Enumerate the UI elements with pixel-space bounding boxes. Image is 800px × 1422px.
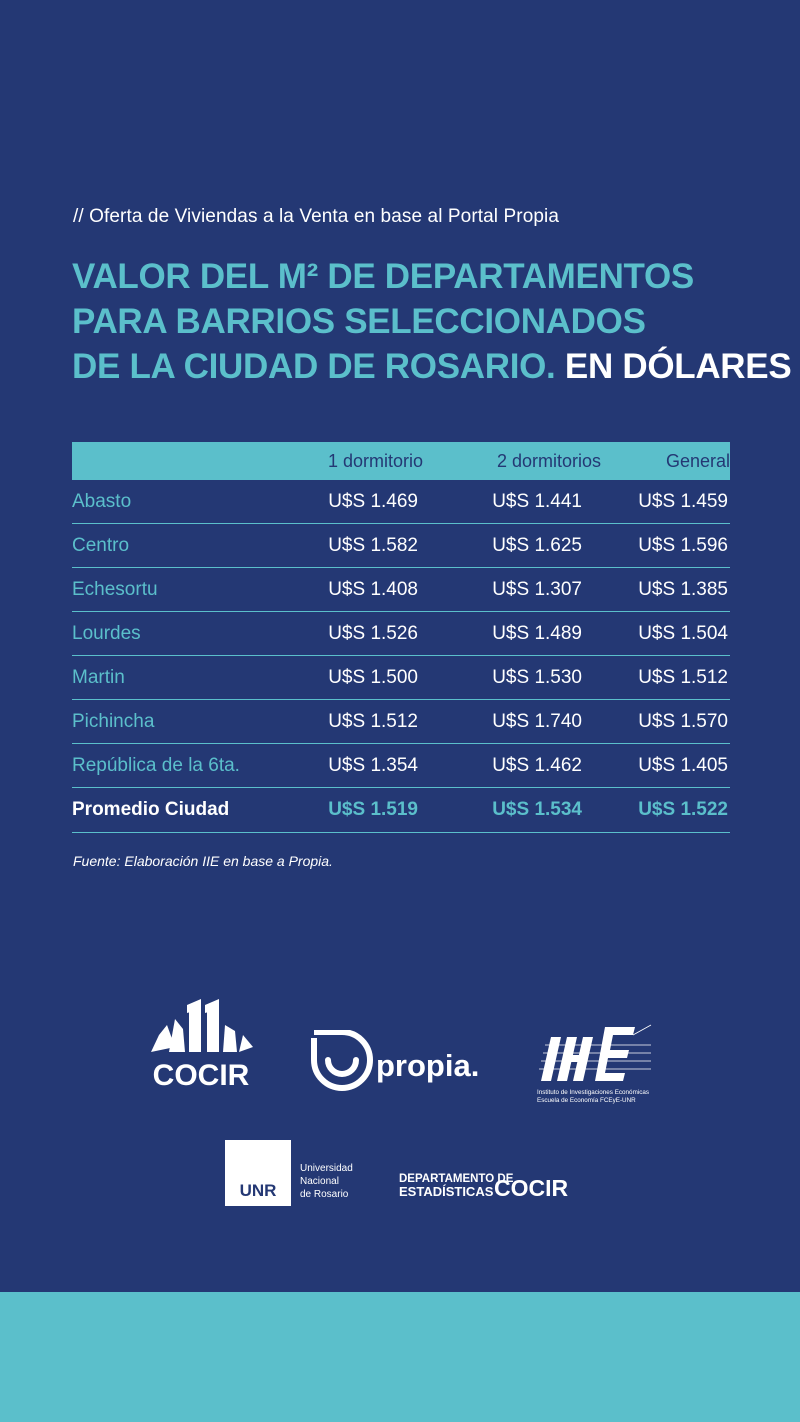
cell-1-dormitorio: U$S 1.354	[328, 754, 418, 776]
table-row	[72, 744, 730, 788]
cell-2-dormitorios: U$S 1.534	[492, 799, 582, 820]
propia-logo	[308, 1030, 498, 1098]
source-note: Fuente: Elaboración IIE en base a Propia.	[73, 853, 333, 869]
cell-general: U$S 1.405	[638, 754, 728, 776]
row-name: Lourdes	[72, 622, 141, 644]
iie-logo	[533, 1015, 657, 1110]
iie-caption-line-1: Instituto de Investigaciones Económicas	[537, 1089, 650, 1096]
price-table	[72, 442, 730, 833]
cell-1-dormitorio: U$S 1.408	[328, 578, 418, 600]
unr-caption-line-1: Universidad	[300, 1163, 353, 1174]
title-line-3	[72, 344, 792, 389]
cell-general: U$S 1.512	[638, 666, 728, 688]
cocir-logo	[145, 995, 257, 1090]
unr-logo-text: UNR	[239, 1181, 277, 1200]
cell-1-dormitorio: U$S 1.519	[328, 799, 418, 820]
unr-logo	[224, 1138, 364, 1208]
table-row-total	[72, 788, 730, 833]
cell-general: U$S 1.385	[638, 578, 728, 600]
row-name: Pichincha	[72, 710, 155, 732]
cell-1-dormitorio: U$S 1.500	[328, 666, 418, 688]
cell-general: U$S 1.570	[638, 710, 728, 732]
cell-2-dormitorios: U$S 1.740	[492, 710, 582, 732]
cell-2-dormitorios: U$S 1.462	[492, 754, 582, 776]
page-title	[72, 254, 792, 389]
cocir-logo-text: COCIR	[152, 1059, 250, 1090]
title-line-1: VALOR DEL M² DE DEPARTAMENTOS	[72, 257, 694, 296]
table-header	[72, 442, 730, 480]
cell-2-dormitorios: U$S 1.625	[492, 534, 582, 556]
col-header-1-dormitorio: 1 dormitorio	[327, 450, 423, 471]
row-name: Centro	[72, 534, 130, 556]
table-row	[72, 480, 730, 524]
row-name: Martin	[72, 666, 125, 688]
col-header-general: General	[665, 450, 730, 471]
cell-1-dormitorio: U$S 1.512	[328, 710, 418, 732]
dept-caption-line-2: ESTADÍSTICAS	[399, 1184, 494, 1199]
cell-1-dormitorio: U$S 1.582	[328, 534, 418, 556]
dept-caption-line-1: DEPARTAMENTO DE	[399, 1173, 514, 1185]
cell-general: U$S 1.504	[638, 622, 728, 644]
row-name: Promedio Ciudad	[72, 799, 230, 820]
row-name: Echesortu	[72, 578, 158, 600]
row-name: República de la 6ta.	[72, 754, 240, 776]
cell-2-dormitorios: U$S 1.307	[492, 578, 582, 600]
cell-1-dormitorio: U$S 1.469	[328, 490, 418, 512]
iie-caption-line-2: Escuela de Economía FCEyE-UNR	[537, 1097, 636, 1104]
row-name: Abasto	[72, 490, 132, 512]
cell-general: U$S 1.459	[638, 490, 728, 512]
unr-caption-line-2: Nacional	[300, 1176, 339, 1187]
cell-2-dormitorios: U$S 1.441	[492, 490, 582, 512]
table-row	[72, 612, 730, 656]
kicker-text: // Oferta de Viviendas a la Venta en base al Portal Propia	[73, 206, 560, 227]
cell-2-dormitorios: U$S 1.530	[492, 666, 582, 688]
cell-1-dormitorio: U$S 1.526	[328, 622, 418, 644]
dept-brand: COCIR	[494, 1175, 569, 1201]
table-row	[72, 700, 730, 744]
cell-general: U$S 1.522	[638, 799, 728, 820]
bottom-band	[0, 1292, 800, 1422]
title-accent: EN DÓLARES	[555, 347, 792, 386]
unr-caption-line-3: de Rosario	[300, 1189, 349, 1200]
table-row	[72, 524, 730, 568]
col-header-2-dormitorios: 2 dormitorios	[496, 450, 601, 471]
cell-general: U$S 1.596	[638, 534, 728, 556]
cell-2-dormitorios: U$S 1.489	[492, 622, 582, 644]
title-line-3-text: DE LA CIUDAD DE ROSARIO.	[72, 347, 556, 386]
propia-logo-text: propia.	[376, 1048, 480, 1083]
table-row	[72, 568, 730, 612]
table-row	[72, 656, 730, 700]
title-line-2: PARA BARRIOS SELECCIONADOS	[72, 302, 646, 341]
dept-estadisticas-logo	[398, 1168, 578, 1204]
